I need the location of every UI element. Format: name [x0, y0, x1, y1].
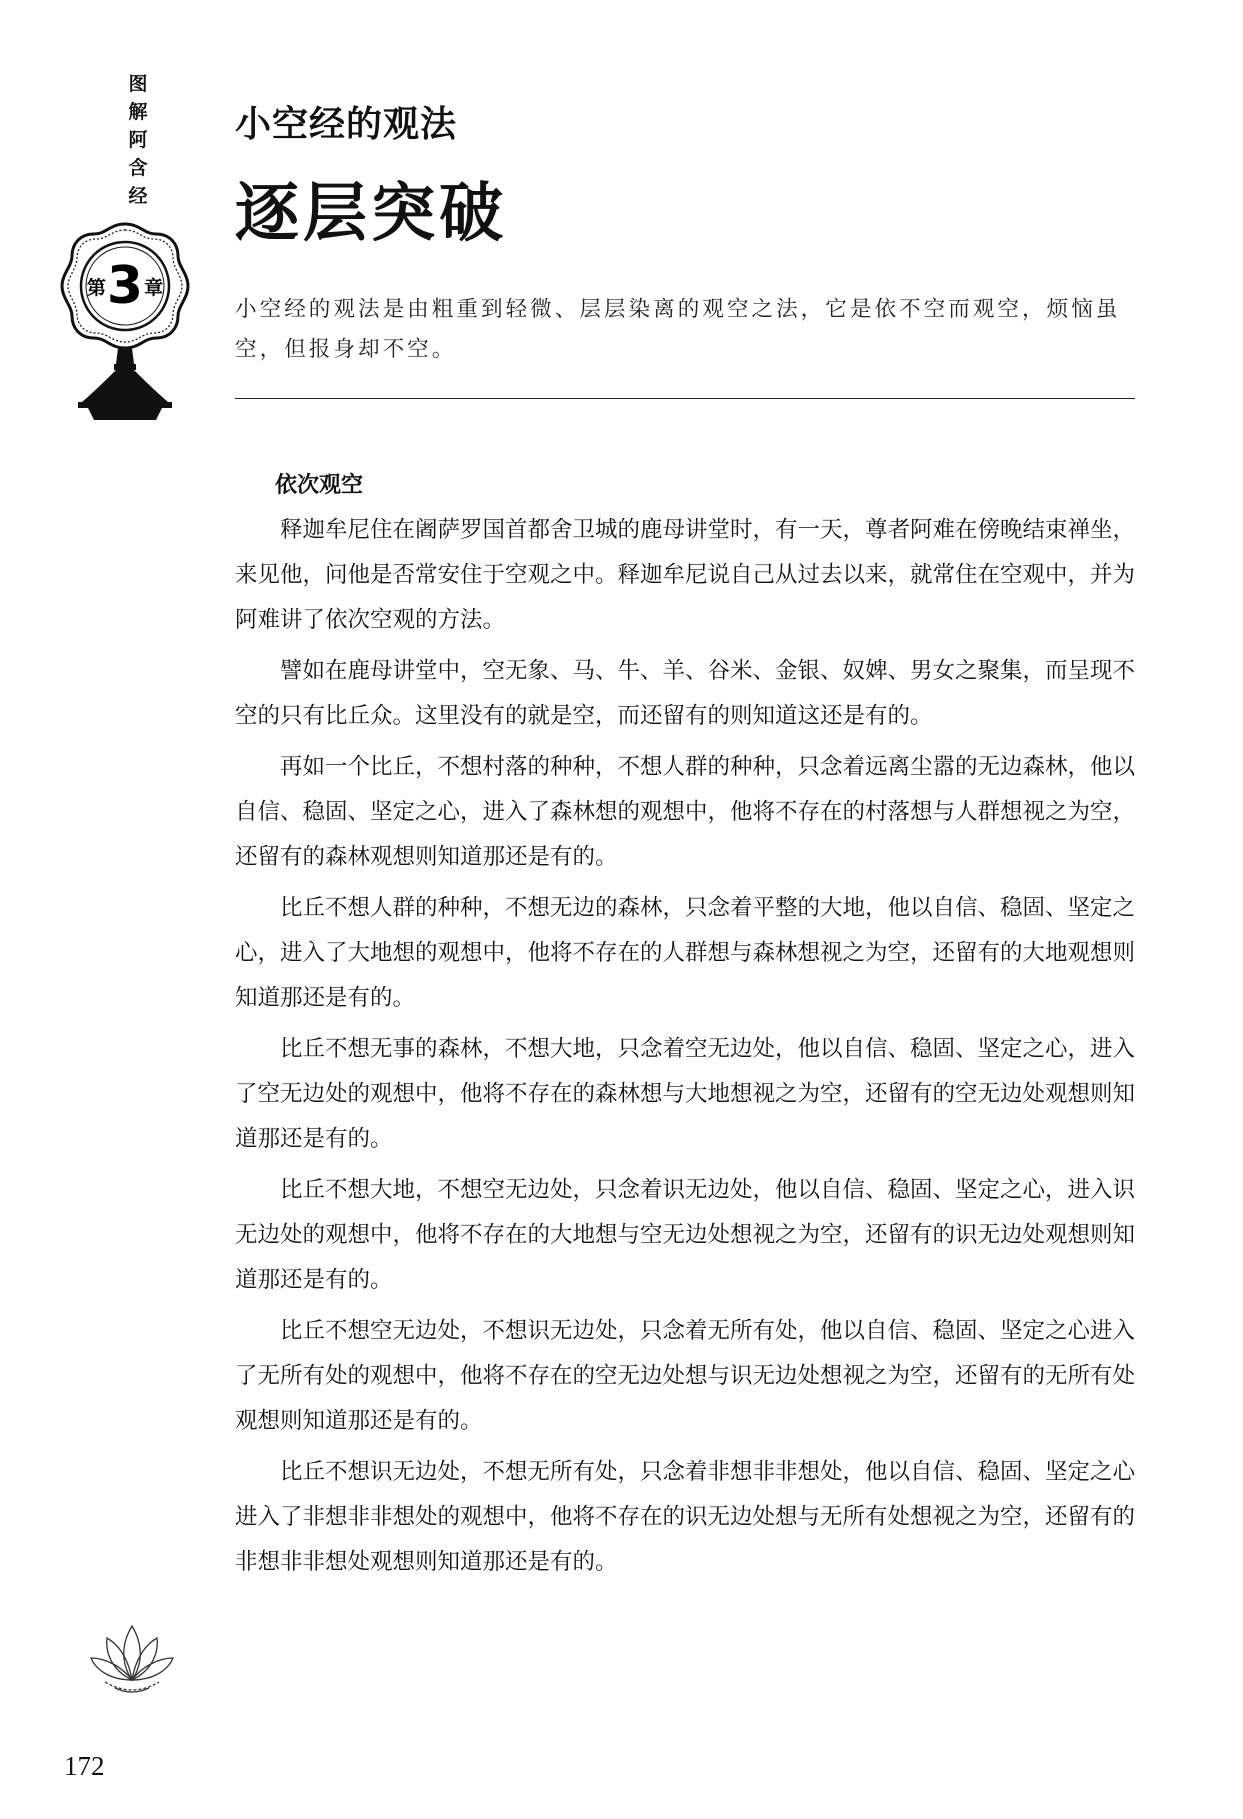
- chapter-suffix: 章: [144, 276, 164, 299]
- chapter-prefix: 第: [86, 276, 106, 299]
- page-number: 172: [64, 1751, 105, 1781]
- book-title-char: 解: [128, 101, 148, 123]
- body-paragraph: 比丘不想识无边处，不想无所有处，只念着非想非非想处，他以自信、稳固、坚定之心进入了非想非非想处的观想中，他将不存在的识无边处想与无所有处想视之为空，还留有的非想非非想处观想则知道那还是有的。: [235, 1459, 1136, 1575]
- book-title-char: 图: [128, 73, 148, 95]
- body-paragraph: 比丘不想空无边处，不想识无边处，只念着无所有处，他以自信、稳固、坚定之心进入了无所有处的观想中，他将不存在的空无边处想与识无边处想视之为空，还留有的无所有处观想则知道那还是有的。: [235, 1318, 1136, 1434]
- body-paragraph: 比丘不想大地，不想空无边处，只念着识无边处，他以自信、稳固、坚定之心，进入识无边处的观想中，他将不存在的大地想与空无边处想视之为空，还留有的识无边处观想则知道那还是有的。: [235, 1177, 1136, 1293]
- body-paragraph: 释迦牟尼住在阇萨罗国首都舍卫城的鹿母讲堂时，有一天，尊者阿难在傍晚结束禅坐，来见他，问他是否常安住于空观之中。释迦牟尼说自己从过去以来，就常住在空观中，并为阿难讲了依次空观的方法。: [235, 517, 1136, 633]
- book-title-char: 阿: [128, 129, 148, 151]
- book-title-char: 含: [128, 157, 148, 179]
- section-heading: 依次观空: [275, 473, 364, 498]
- intro-paragraph: 小空经的观法是由粗重到轻微、层层染离的观空之法，它是依不空而观空，烦恼虽空，但报身却不空。: [235, 297, 1121, 362]
- body-text: [235, 508, 1135, 1591]
- section-subtitle: 小空经的观法: [235, 104, 458, 145]
- chapter-number: 3: [106, 256, 144, 316]
- divider: [235, 398, 1135, 399]
- body-paragraph: 比丘不想无事的森林，不想大地，只念着空无边处，他以自信、稳固、坚定之心，进入了空无边处的观想中，他将不存在的森林想与大地想视之为空，还留有的空无边处观想则知道那还是有的。: [235, 1036, 1136, 1152]
- chapter-label: [60, 256, 190, 316]
- page-title: 逐层突破: [235, 177, 507, 251]
- body-paragraph: 再如一个比丘，不想村落的种种，不想人群的种种，只念着远离尘嚣的无边森林，他以自信、稳固、坚定之心，进入了森林想的观想中，他将不存在的村落想与人群想视之为空，还留有的森林观想则知道那还是有的。: [235, 754, 1136, 870]
- lotus-icon: [85, 1610, 180, 1700]
- book-title-char: 经: [128, 185, 148, 207]
- body-paragraph: 譬如在鹿母讲堂中，空无象、马、牛、羊、谷米、金银、奴婢、男女之聚集，而呈现不空的只有比丘众。这里没有的就是空，而还留有的则知道这还是有的。: [235, 658, 1136, 729]
- chapter-emblem-icon: [60, 222, 190, 432]
- body-paragraph: 比丘不想人群的种种，不想无边的森林，只念着平整的大地，他以自信、稳固、坚定之心，进入了大地想的观想中，他将不存在的人群想与森林想视之为空，还留有的大地观想则知道那还是有的。: [235, 895, 1136, 1011]
- book-title-vertical: [125, 70, 151, 210]
